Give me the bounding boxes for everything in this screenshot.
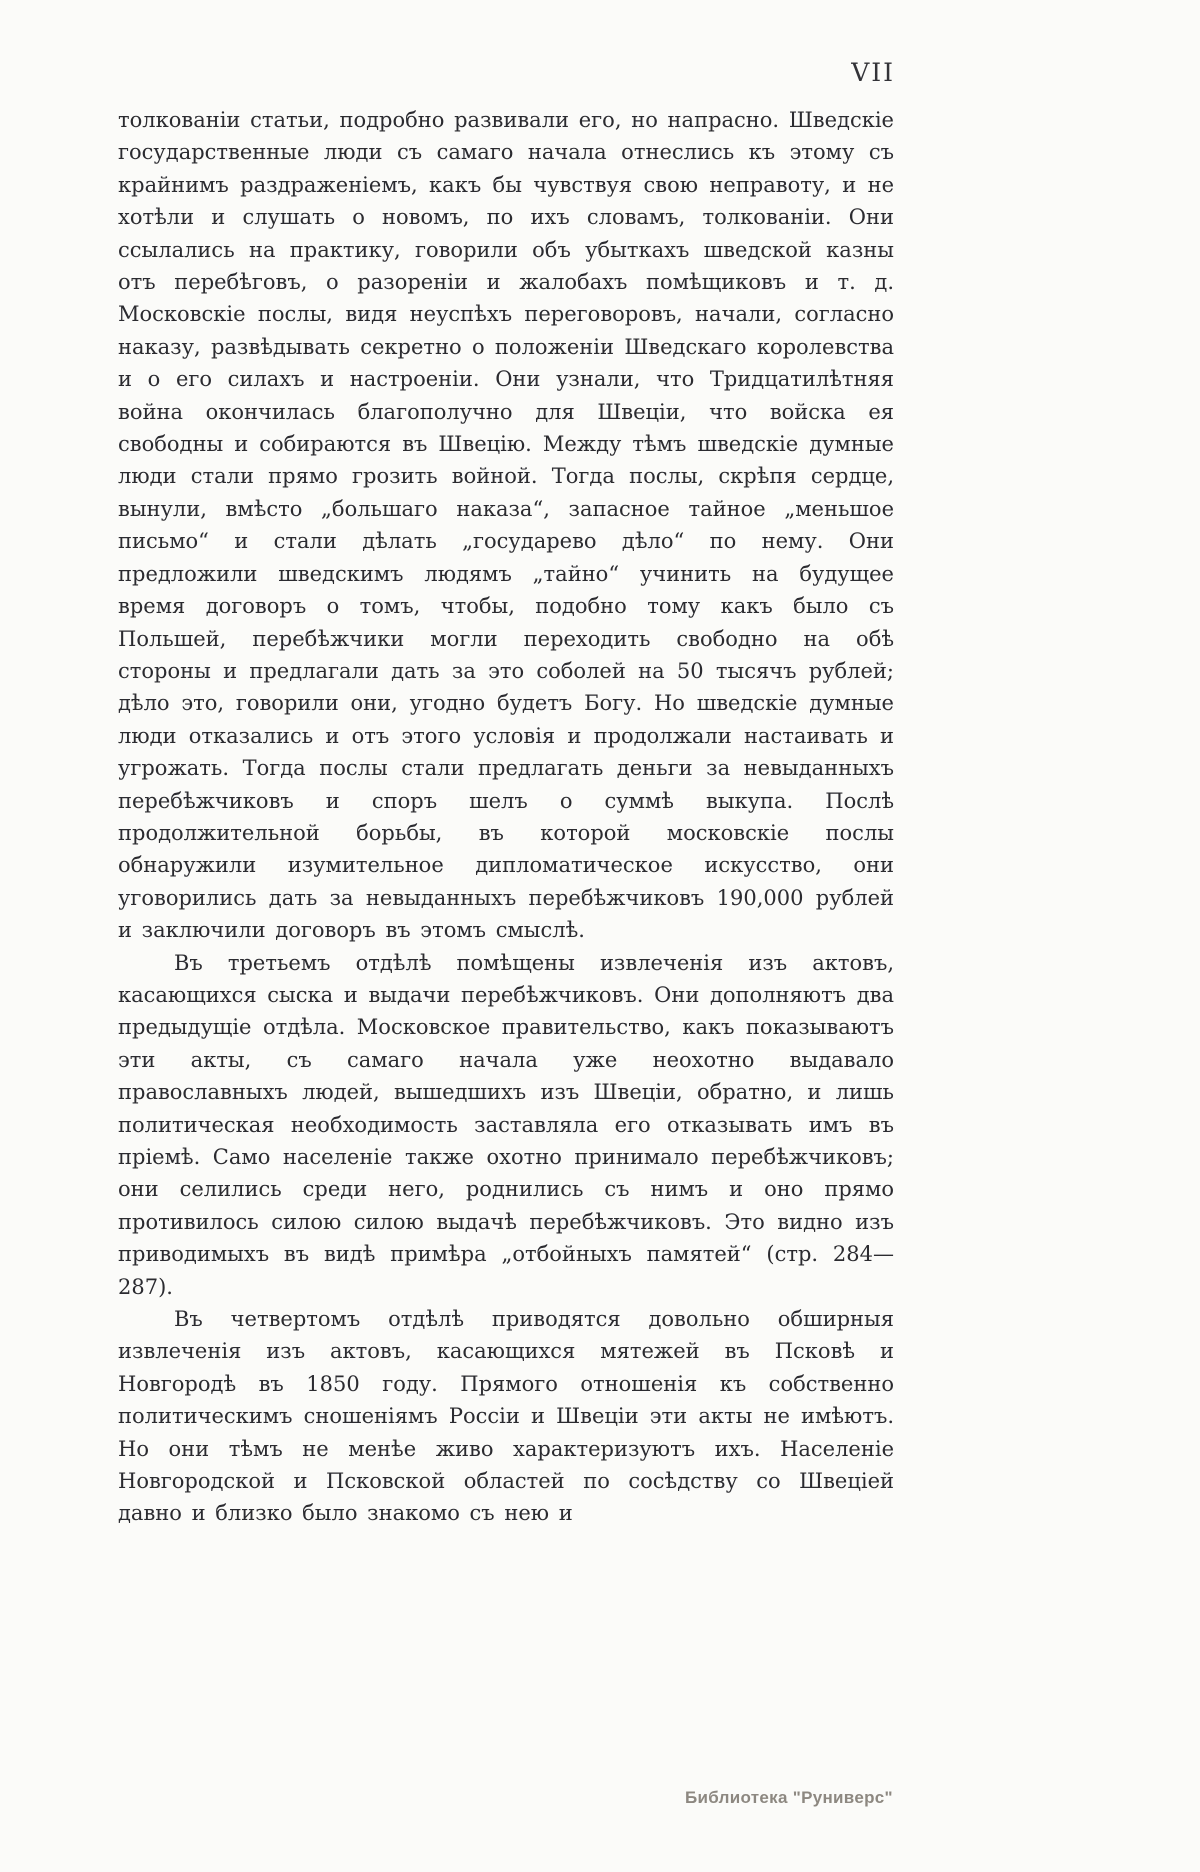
body-text	[118, 104, 894, 1530]
library-watermark: Библиотека "Руниверс"	[685, 1788, 893, 1807]
paragraph: Въ третьемъ отдѣлѣ помѣщены извлеченія изъ актовъ, касающихся сыска и выдачи перебѣжчиковъ. Они дополняютъ два предыдущіе отдѣла. Московское правительство, какъ показываютъ эти акты, съ самаго начала уже неохотно выдавало православныхъ людей, вышедшихъ изъ Швеціи, обратно, и лишь политическая необходимость заставляла его отказывать имъ въ пріемѣ. Само населеніе также охотно принимало перебѣжчиковъ; они селились среди него, роднились съ нимъ и оно прямо противилось силою силою выдачѣ перебѣжчиковъ. Это видно изъ приводимыхъ въ видѣ примѣра „отбойныхъ памятей“ (стр. 284—287).	[118, 950, 894, 1299]
paragraph: Въ четвертомъ отдѣлѣ приводятся довольно обширныя извлеченія изъ актовъ, касающихся мятежей въ Псковѣ и Новгородѣ въ 1850 году. Прямого отношенія къ собственно политическимъ сношеніямъ Россіи и Швеціи эти акты не имѣютъ. Но они тѣмъ не менѣе живо характеризуютъ ихъ. Населеніе Новгородской и Псковской областей по сосѣдству со Швеціей давно и близко было знакомо съ нею и	[118, 1307, 894, 1526]
paragraph: толкованіи статьи, подробно развивали его, но напрасно. Шведскіе государственные люди съ самаго начала отнеслись къ этому съ крайнимъ раздраженіемъ, какъ бы чувствуя свою неправоту, и не хотѣли и слушать о новомъ, по ихъ словамъ, толкованіи. Они ссылались на практику, говорили объ убыткахъ шведской казны отъ перебѣговъ, о разореніи и жалобахъ помѣщиковъ и т. д. Московскіе послы, видя неуспѣхъ переговоровъ, начали, согласно наказу, развѣдывать секретно о положеніи Шведскаго королевства и о его силахъ и настроеніи. Они узнали, что Тридцатилѣтняя война окончилась благополучно для Швеціи, что войска ея свободны и собираются въ Швецію. Между тѣмъ шведскіе думные люди стали прямо грозить войной. Тогда послы, скрѣпя сердце, вынули, вмѣсто „большаго наказа“, запасное тайное „меньшое письмо“ и стали дѣлать „государево дѣло“ по нему. Они предложили шведскимъ людямъ „тайно“ учинить на будущее время договоръ о томъ, чтобы, подобно тому какъ было съ Польшей, перебѣжчики могли переходить свободно на обѣ стороны и предлагали дать за это соболей на 50 тысячъ рублей; дѣло это, говорили они, угодно будетъ Богу. Но шведскіе думные люди отказались и отъ этого условія и продолжали настаивать и угрожать. Тогда послы стали предлагать деньги за невыданныхъ перебѣжчиковъ и споръ шелъ о суммѣ выкупа. Послѣ продолжительной борьбы, въ которой московскіе послы обнаружили изумительное дипломатическое искусство, они уговорились дать за невыданныхъ перебѣжчиковъ 190,000 рублей и заключили договоръ въ этомъ смыслѣ.	[118, 108, 894, 943]
page-number: VII	[851, 58, 895, 87]
